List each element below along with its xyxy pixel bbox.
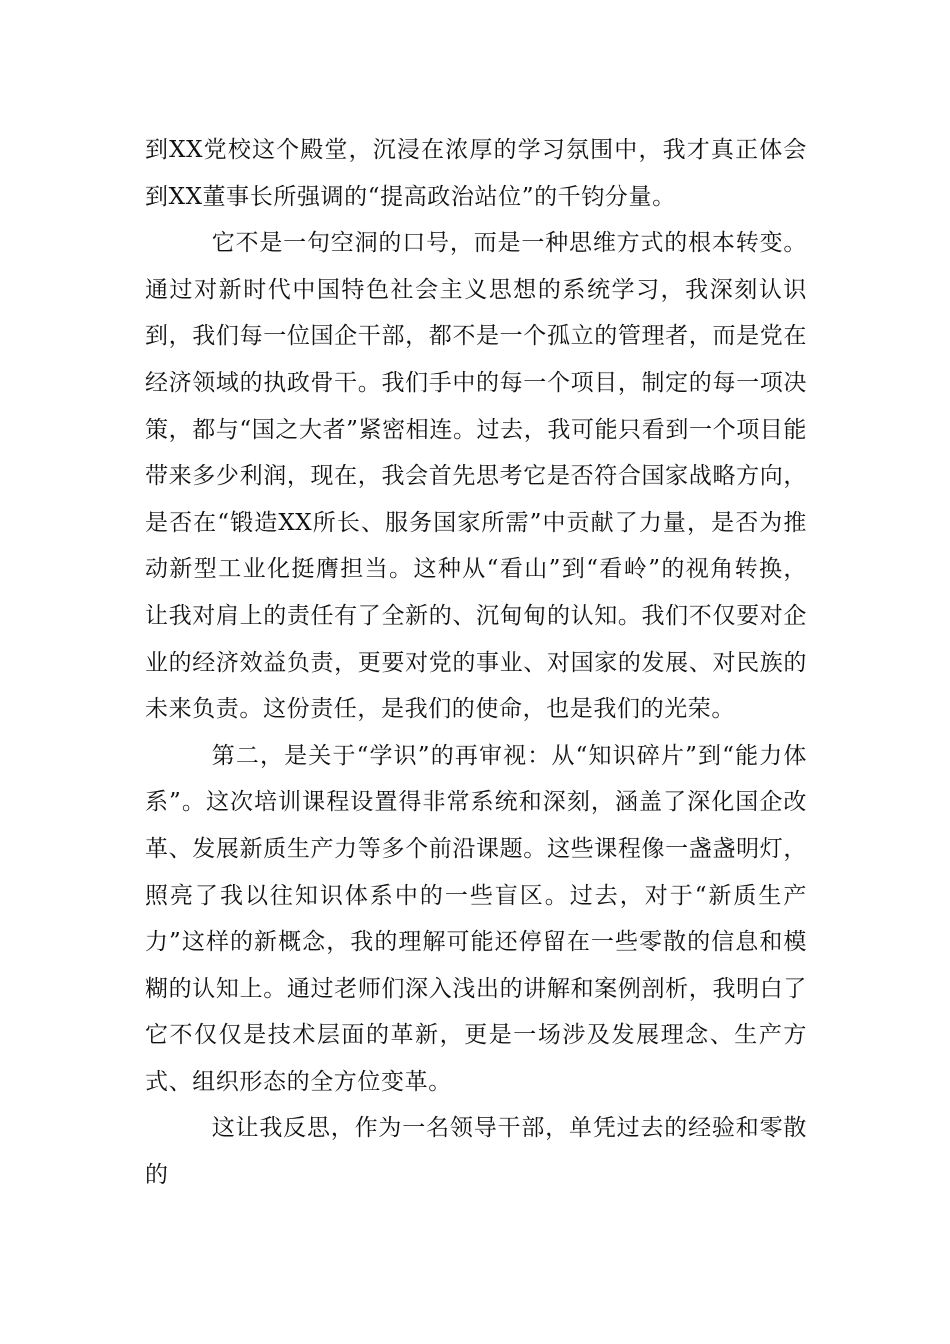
paragraph-3: 第二，是关于“学识”的再审视：从“知识碎片”到“能力体系”。这次培训课程设置得非常系统和深刻，涵盖了深化国企改革、发展新质生产力等多个前沿课题。这些课程像一盏盏明灯，照亮了我以往知识体系中的一些盲区。过去，对于“新质生产力”这样的新概念，我的理解可能还停留在一些零散的信息和模糊的认知上。通过老师们深入浅出的讲解和案例剖析，我明白了它不仅仅是技术层面的革新，更是一场涉及发展理念、生产方式、组织形态的全方位变革。 xyxy=(145,742,807,1095)
paragraph-2: 它不是一句空洞的口号，而是一种思维方式的根本转变。通过对新时代中国特色社会主义思想的系统学习，我深刻认识到，我们每一位国企干部，都不是一个孤立的管理者，而是党在经济领域的执政骨干。我们手中的每一个项目，制定的每一项决策，都与“国之大者”紧密相连。过去，我可能只看到一个项目能带来多少利润，现在，我会首先思考它是否符合国家战略方向，是否在“锻造XX所长、服务国家所需”中贡献了力量，是否为推动新型工业化挺膺担当。这种从“看山”到“看岭”的视角转换，让我对肩上的责任有了全新的、沉甸甸的认知。我们不仅要对企业的经济效益负责，更要对党的事业、对国家的发展、对民族的未来负责。这份责任，是我们的使命，也是我们的光荣。 xyxy=(145,230,807,723)
document-body xyxy=(145,127,807,1199)
paragraph-4: 这让我反思，作为一名领导干部，单凭过去的经验和零散的 xyxy=(145,1115,807,1189)
paragraph-1: 到XX党校这个殿堂，沉浸在浓厚的学习氛围中，我才真正体会到XX董事长所强调的“提高政治站位”的千钧分量。 xyxy=(145,137,807,210)
